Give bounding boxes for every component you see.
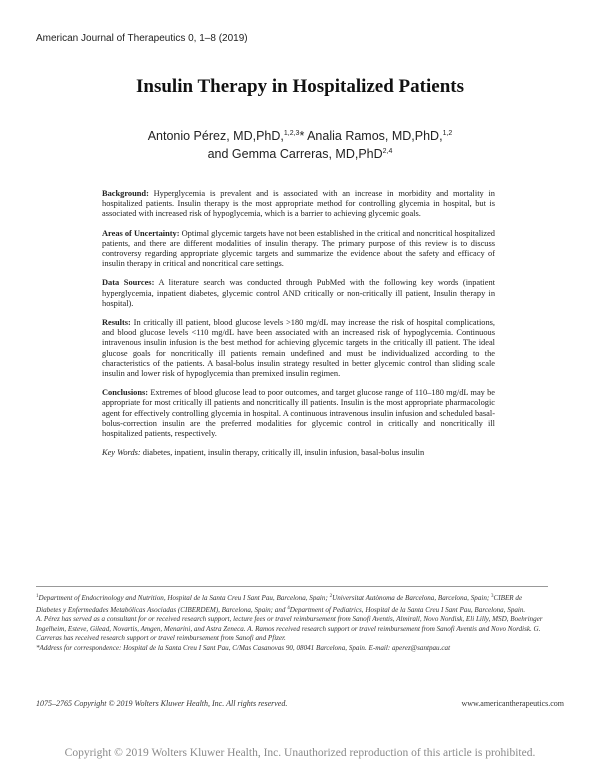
- abstract-results: [102, 318, 495, 379]
- abstract-sources: [102, 278, 495, 309]
- abstract-results-text: In critically ill patient, blood glucose levels >180 mg/dL may increase the risk of hospital complications, and blood glucose levels <110 mg/dL have been associated with an increased risk of hypoglycemia. Continuous intravenous insulin infusion is the best method for achieving glycemic targets in the critically ill patient. The ideal glucose goals for noncritically ill patients remain undefined and must be individualized according to the characteristics of the patients. A basal-bolus insulin strategy resulted in better glycemic control than sliding scale insulin and lower risk of hypoglycemia than premixed insulin regimen.: [102, 318, 495, 379]
- abstract-conclusions-text: Extremes of blood glucose lead to poor outcomes, and target glucose range of 110–180 mg/dL may be appropriate for most critically ill patients and noncritically ill patients. Insulin is the most appropriate pharmacologic agent for effectively controlling glycemia in hospital. A continuous intravenous insulin infusion and scheduled basal-bolus-correction insulin are the preferred modalities for glycemic control in critically and noncritically ill hospitalized patients, respectively.: [102, 388, 495, 439]
- footnotes: [36, 586, 548, 654]
- journal-citation: American Journal of Therapeutics 0, 1–8 (2019): [36, 33, 248, 44]
- journal-url[interactable]: www.americantherapeutics.com: [461, 699, 564, 708]
- affiliation-4: Department of Pediatrics, Hospital de la Santa Creu I Sant Pau, Barcelona, Spain.: [289, 605, 526, 614]
- abstract-background: [102, 189, 495, 220]
- correspondence-footnote: *Address for correspondence: Hospital de la Santa Creu I Sant Pau, C/Mas Casanovas 90, 08041 Barcelona, Spain. E-mail: aperez@santpau.cat: [36, 643, 451, 652]
- abstract-uncertainty-label: Areas of Uncertainty:: [102, 228, 180, 238]
- author-ramos: Analia Ramos, MD,PhD,: [304, 129, 443, 143]
- affiliations-footnote: [36, 592, 548, 615]
- author-list: [0, 126, 600, 162]
- article-title: Insulin Therapy in Hospitalized Patients: [136, 76, 464, 97]
- affil-2-marker: 2: [329, 594, 333, 599]
- abstract-uncertainty: [102, 229, 495, 270]
- abstract-conclusions: [102, 388, 495, 439]
- author-perez: Antonio Pérez, MD,PhD,: [147, 129, 284, 143]
- keywords: [102, 448, 495, 458]
- corresponding-author-mark: *: [299, 129, 305, 143]
- keywords-label: Key Words:: [102, 448, 141, 458]
- disclosure-footnote: A. Pérez has served as a consultant for or received research support, lecture fees or travel reimbursement from Sanofi Aventis, Almirall, Novo Nordisk, Eli Lilly, MSD, Boehringer Ingelheim, Esteve, Gilead, Novartis, Amgen, Menarini, and Astra Zeneca. A. Ramos received research support or travel reimbursement from Sanofi Aventis and Novo Nordisk. G. Carreras has received research support or travel reimbursement from Sanofi and Pfizer.: [36, 615, 543, 643]
- affil-1-marker: 1: [36, 594, 39, 599]
- abstract-results-label: Results:: [102, 318, 131, 328]
- abstract-uncertainty-text: Optimal glycemic targets have not been established in the critical and noncritical hospitalized patients, and there are different modalities of insulin therapy. The primary purpose of this review is to discuss controversy regarding appropriate glycemic targets and summarize the evidence about the safety and efficacy of insulin therapy in critical and noncritical care settings.: [102, 228, 495, 269]
- author-ramos-affiliations: 1,2: [442, 130, 453, 137]
- affil-3-marker: 3: [491, 594, 494, 599]
- abstract-sources-label: Data Sources:: [102, 278, 155, 288]
- abstract-conclusions-label: Conclusions:: [102, 388, 149, 398]
- affil-4-marker: 4: [287, 605, 290, 611]
- author-carreras: and Gemma Carreras, MD,PhD: [207, 147, 383, 161]
- abstract-background-text: Hyperglycemia is prevalent and is associated with an increase in morbidity and mortality in hospitalized patients. Insulin therapy is the most appropriate method for controlling glycemia in hospital, but is associated with increased risk of hypoglycemia, which is a barrier to achieving glycemic goals.: [102, 189, 495, 219]
- author-line-1: [0, 126, 600, 144]
- issn-copyright: 1075–2765 Copyright © 2019 Wolters Kluwer Health, Inc. All rights reserved.: [36, 699, 288, 708]
- affiliation-1: Department of Endocrinology and Nutrition, Hospital de la Santa Creu I Sant Pau, Barcelona, Spain;: [38, 594, 330, 602]
- author-perez-affiliations: 1,2,3: [283, 130, 300, 137]
- keywords-text: diabetes, inpatient, insulin therapy, critically ill, insulin infusion, basal-bolus insulin: [140, 448, 425, 458]
- abstract-background-label: Background:: [102, 189, 149, 198]
- copyright-banner: Copyright © 2019 Wolters Kluwer Health, Inc. Unauthorized reproduction of this article is prohibited.: [64, 747, 536, 759]
- abstract-sources-text: A literature search was conducted through PubMed with the following key words (inpatient hyperglycemia, inpatient diabetes, glycemic control AND critically or non-critically ill patient, Insulin therapy in hospital).: [102, 278, 495, 308]
- author-carreras-affiliations: 2,4: [382, 148, 393, 155]
- affiliation-3: CIBER de Diabetes y Enfermedades Metabólicas Asociadas (CIBERDEM), Barcelona, Spain; and: [36, 594, 523, 614]
- author-line-2: [0, 144, 600, 162]
- abstract: [102, 189, 495, 467]
- affiliation-2: Universitat Autònoma de Barcelona, Barcelona, Spain;: [332, 594, 492, 602]
